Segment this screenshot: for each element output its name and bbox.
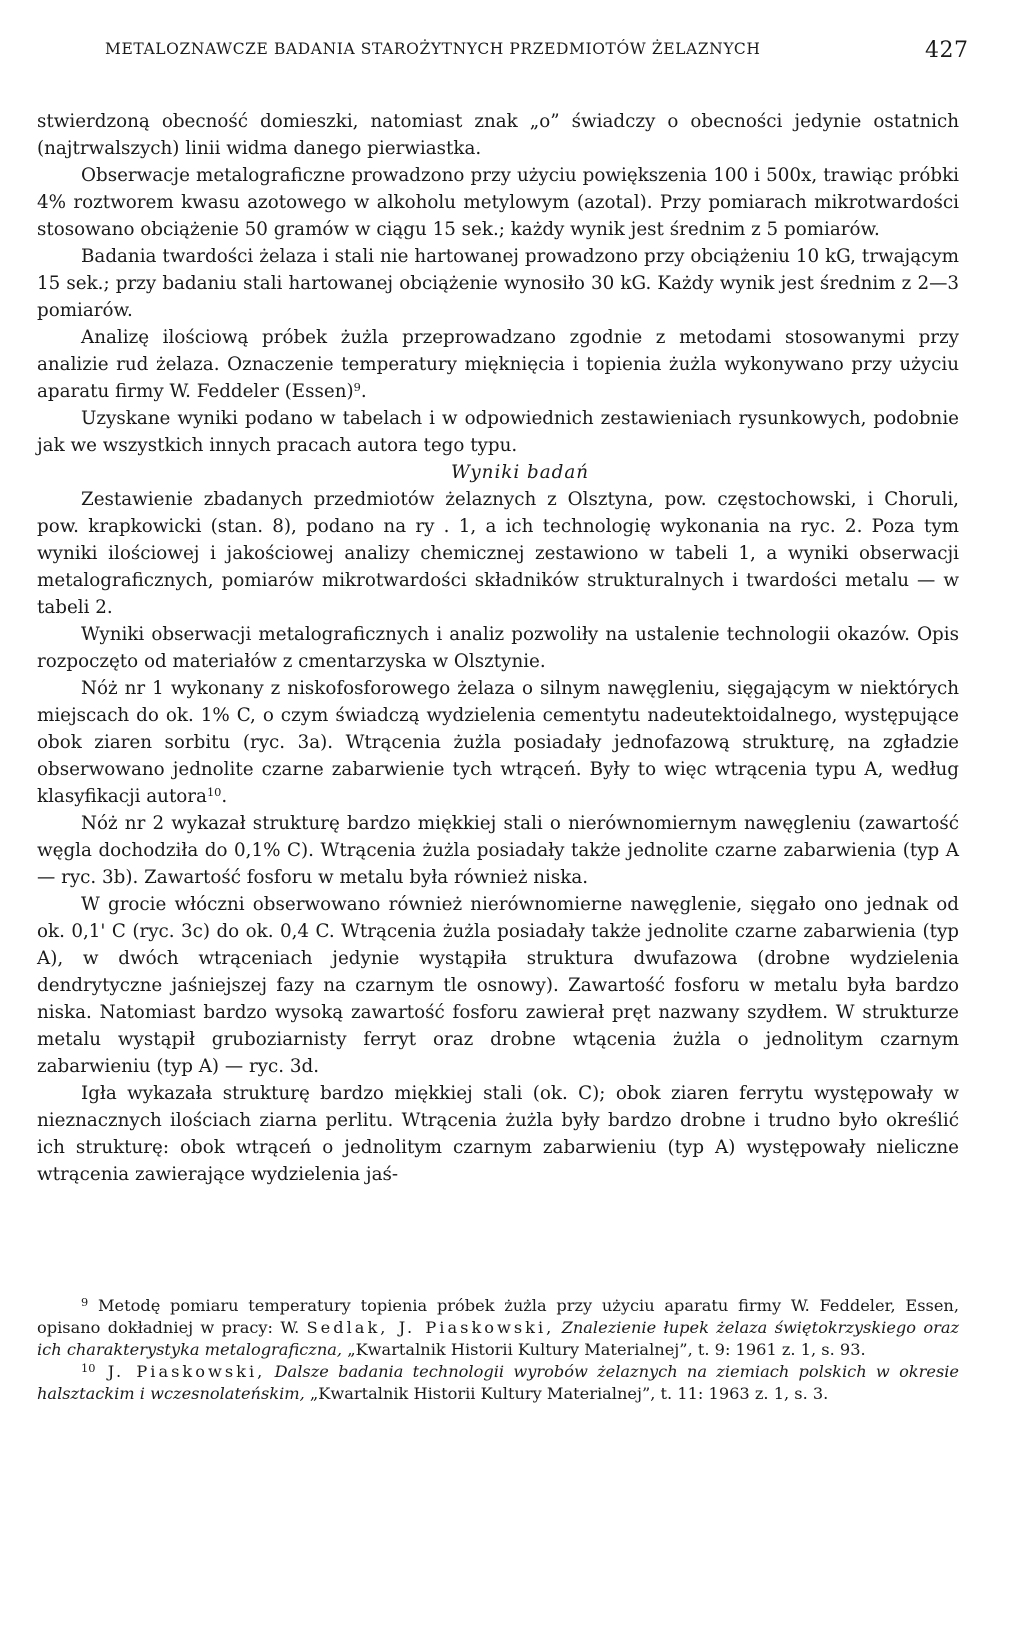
- footnote-mark: 9: [81, 1294, 89, 1309]
- footnote-reference: 9: [353, 379, 361, 394]
- paragraph: stwierdzoną obecność domieszki, natomiast znak „o” świadczy o obecności jedynie ostatnich (najtrwalszych) linii widma danego pierwiastka.: [37, 111, 959, 159]
- footnote-author: Sedlak, J. Piaskowski,: [306, 1318, 555, 1337]
- footnote-text: „Kwartalnik Historii Kultury Materialnej”, t. 11: 1963 z. 1, s. 3.: [304, 1384, 829, 1403]
- paragraph-text: .: [360, 381, 367, 402]
- body-text: [37, 108, 959, 1188]
- page-number: 427: [925, 38, 969, 63]
- paragraph: Obserwacje metalograficzne prowadzono przy użyciu powiększenia 100 i 500x, trawiąc próbki 4% roztworem kwasu azotowego w alkoholu metylowym (azotal). Przy pomiarach mikrotwardości stosowano obciążenie 50 gramów w ciągu 15 sek.; każdy wynik jest średnim z 5 pomiarów.: [37, 165, 959, 240]
- paragraph: Nóż nr 2 wykazał strukturę bardzo miękkiej stali o nierównomiernym nawęgleniu (zawartość węgla dochodziła do 0,1% C). Wtrącenia żużla posiadały także jednolite czarne zabarwienia (typ A — ryc. 3b). Zawartość fosforu w metalu była również niska.: [37, 813, 959, 888]
- footnote-text: „Kwartalnik Historii Kultury Materialnej”, t. 9: 1961 z. 1, s. 93.: [342, 1340, 866, 1359]
- paragraph-text: .: [221, 786, 228, 807]
- running-title: METALOZNAWCZE BADANIA STAROŻYTNYCH PRZEDMIOTÓW ŻELAZNYCH: [105, 40, 761, 58]
- paragraph: Uzyskane wyniki podano w tabelach i w odpowiednich zestawieniach rysunkowych, podobnie jak we wszystkich innych pracach autora tego typu.: [37, 408, 959, 456]
- footnote-mark: 10: [81, 1360, 96, 1375]
- paragraph: [37, 675, 959, 810]
- footnote-10: [37, 1361, 959, 1405]
- footnote-reference: 10: [206, 784, 222, 799]
- section-title: Wyniki badań: [450, 462, 590, 483]
- footnote-title: Znalezienie łupek żelaza świętokrzyskiego oraz ich charakterystyka metalograficzna,: [37, 1318, 959, 1359]
- paragraph-text: Nóż nr 1 wykonany z niskofosforowego żelaza o silnym nawęgleniu, sięgającym w niektórych miejscach do ok. 1% C, o czym świadczą wydzielenia cementytu nadeutektoidalnego, występujące obok ziaren sorbitu (ryc. 3a). Wtrącenia żużla posiadały jednofazową strukturę, na zgładzie obserwowano jednolite czarne zabarwienie tych wtrąceń. Były to więc wtrącenia typu A, według klasyfikacji autora: [37, 678, 959, 807]
- paragraph: [37, 324, 959, 405]
- footnote-title: Dalsze badania technologii wyrobów żelaznych na ziemiach polskich w okresie halsztackim i wczesnolateńskim,: [37, 1362, 960, 1403]
- paragraph: Badania twardości żelaza i stali nie hartowanej prowadzono przy obciążeniu 10 kG, trwającym 15 sek.; przy badaniu stali hartowanej obciążenie wynosiło 30 kG. Każdy wynik jest średnim z 2—3 pomiarów.: [37, 246, 959, 321]
- footnotes: [37, 1295, 959, 1405]
- paragraph: Igła wykazała strukturę bardzo miękkiej stali (ok. C); obok ziaren ferrytu występowały w nieznacznych ilościach ziarna perlitu. Wtrącenia żużla były bardzo drobne i trudno było określić ich strukturę: obok wtrąceń o jednolitym czarnym zabarwieniu (typ A) występowały nieliczne wtrącenia zawierające wydzielenia jaś-: [37, 1083, 959, 1185]
- footnote-9: [37, 1295, 959, 1361]
- paragraph: Wyniki obserwacji metalograficznych i analiz pozwoliły na ustalenie technologii okazów. Opis rozpoczęto od materiałów z cmentarzyska w Olsztynie.: [37, 624, 959, 672]
- paragraph: Zestawienie zbadanych przedmiotów żelaznych z Olsztyna, pow. częstochowski, i Choruli, pow. krapkowicki (stan. 8), podano na ry . 1, a ich technologię wykonania na ryc. 2. Poza tym wyniki ilościowej i jakościowej analizy chemicznej zestawiono w tabeli 1, a wyniki obserwacji metalograficznych, pomiarów mikrotwardości składników strukturalnych i twardości metalu — w tabeli 2.: [37, 489, 959, 618]
- paragraph: W grocie włóczni obserwowano również nierównomierne nawęglenie, sięgało ono jednak od ok. 0,1' C (ryc. 3c) do ok. 0,4 C. Wtrącenia żużla posiadały także jednolite czarne zabarwienia (typ A), w dwóch wtrąceniach jedynie wystąpiła struktura dwufazowa (drobne wydzielenia dendrytyczne jaśniejszej fazy na czarnym tle osnowy). Zawartość fosforu w metalu była bardzo niska. Natomiast bardzo wysoką zawartość fosforu zawierał pręt nazwany szydłem. W strukturze metalu wystąpił gruboziarnisty ferryt oraz drobne wtącenia żużla o jednolitym czarnym zabarwieniu (typ A) — ryc. 3d.: [37, 894, 959, 1077]
- paragraph-text: Analizę ilościową próbek żużla przeprowadzano zgodnie z metodami stosowanymi przy analizie rud żelaza. Oznaczenie temperatury mięknięcia i topienia żużla wykonywano przy użyciu aparatu firmy W. Feddeler (Essen): [37, 327, 959, 402]
- footnote-text: Metodę pomiaru temperatury topienia próbek żużla przy użyciu aparatu firmy W. Feddeler, Essen, opisano dokładniej w pracy: W.: [37, 1296, 959, 1337]
- running-head: [0, 40, 1024, 80]
- footnote-author: J. Piaskowski,: [95, 1362, 266, 1381]
